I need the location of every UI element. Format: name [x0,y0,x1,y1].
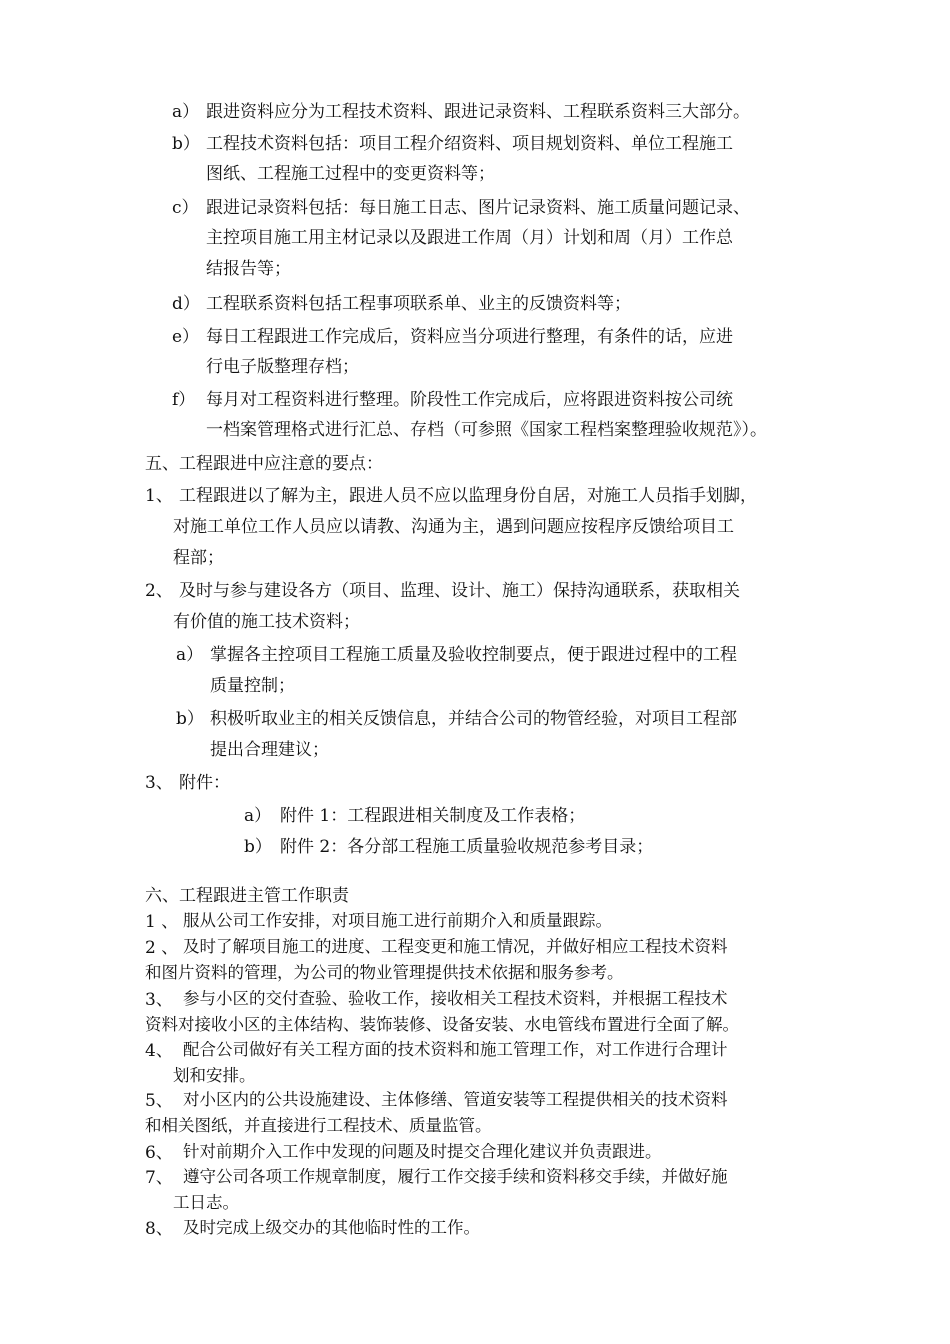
list-marker: 2、 [145,581,173,601]
list-text: 工程联系资料包括工程事项联系单、业主的反馈资料等； [206,294,631,314]
list-text: 资料对接收小区的主体结构、装饰装修、设备安装、水电管线布置进行全面了解。 [145,1015,739,1034]
list-marker: f） [172,390,196,410]
section-heading: 五、工程跟进中应注意的要点： [145,454,383,474]
list-marker: b） [176,709,204,729]
list-text: 针对前期介入工作中发现的问题及时提交合理化建议并负责跟进。 [183,1142,662,1161]
list-marker: a） [176,645,204,665]
list-text: 服从公司工作安排，对项目施工进行前期介入和质量跟踪。 [183,911,612,930]
list-text: 参与小区的交付查验、验收工作，接收相关工程技术资料，并根据工程技术 [183,989,728,1008]
list-text: 和相关图纸，并直接进行工程技术、质量监管。 [145,1116,492,1135]
list-text: 对小区内的公共设施建设、主体修缮、管道安装等工程提供相关的技术资料 [183,1090,728,1109]
list-text: 附件： [179,773,230,793]
list-text: 每月对工程资料进行整理。阶段性工作完成后，应将跟进资料按公司统 [206,390,733,410]
list-text: 跟进资料应分为工程技术资料、跟进记录资料、工程联系资料三大部分。 [206,102,750,122]
list-marker: c） [172,198,199,218]
list-text: 程部； [173,548,224,568]
list-text: 提出合理建议； [210,740,329,760]
list-text: 附件 2：各分部工程施工质量验收规范参考目录； [280,837,654,857]
list-text: 工程技术资料包括：项目工程介绍资料、项目规划资料、单位工程施工 [206,134,733,154]
list-text: 每日工程跟进工作完成后，资料应当分项进行整理，有条件的话，应进 [206,327,733,347]
list-text: 及时完成上级交办的其他临时性的工作。 [183,1218,480,1237]
list-text: 有价值的施工技术资料； [173,612,360,632]
list-text: 遵守公司各项工作规章制度，履行工作交接手续和资料移交手续，并做好施 [183,1167,728,1186]
list-marker: d） [172,294,200,314]
list-marker: 4、 [145,1041,173,1061]
list-marker: 1、 [145,486,173,506]
list-text: 行电子版整理存档； [206,357,359,377]
list-text: 和图片资料的管理，为公司的物业管理提供技术依据和服务参考。 [145,963,624,982]
list-text: 工日志。 [173,1193,239,1212]
list-text: 及时了解项目施工的进度、工程变更和施工情况，并做好相应工程技术资料 [183,937,728,956]
list-marker: 5、 [145,1091,173,1111]
list-marker: a） [244,806,272,826]
list-text: 一档案管理格式进行汇总、存档（可参照《国家工程档案整理验收规范》）。 [206,420,767,440]
section-heading: 六、工程跟进主管工作职责 [145,886,349,906]
list-text: 掌握各主控项目工程施工质量及验收控制要点，便于跟进过程中的工程 [210,645,737,665]
list-marker: 1 、 [145,912,179,932]
list-marker: e） [172,327,200,347]
list-marker: 2 、 [145,938,179,958]
list-text: 主控项目施工用主材记录以及跟进工作周（月）计划和周（月）工作总 [206,228,733,248]
list-marker: 3、 [145,773,173,793]
list-marker: 6、 [145,1143,173,1163]
list-text: 图纸、工程施工过程中的变更资料等； [206,164,495,184]
list-text: 配合公司做好有关工程方面的技术资料和施工管理工作，对工作进行合理计 [183,1040,728,1059]
list-text: 积极听取业主的相关反馈信息，并结合公司的物管经验，对项目工程部 [210,709,737,729]
list-marker: 7、 [145,1168,173,1188]
list-text: 附件 1：工程跟进相关制度及工作表格； [280,806,586,826]
list-text: 对施工单位工作人员应以请教、沟通为主，遇到问题应按程序反馈给项目工 [173,517,734,537]
list-text: 结报告等； [206,259,291,279]
list-marker: b） [172,134,200,154]
list-text: 及时与参与建设各方（项目、监理、设计、施工）保持沟通联系，获取相关 [179,581,740,601]
list-marker: 3、 [145,990,173,1010]
list-marker: 8、 [145,1219,173,1239]
list-text: 质量控制； [210,676,295,696]
list-marker: b） [244,837,272,857]
list-text: 划和安排。 [173,1066,256,1085]
list-marker: a） [172,102,200,122]
list-text: 跟进记录资料包括：每日施工日志、图片记录资料、施工质量问题记录、 [206,198,750,218]
list-text: 工程跟进以了解为主，跟进人员不应以监理身份自居，对施工人员指手划脚， [179,486,757,506]
